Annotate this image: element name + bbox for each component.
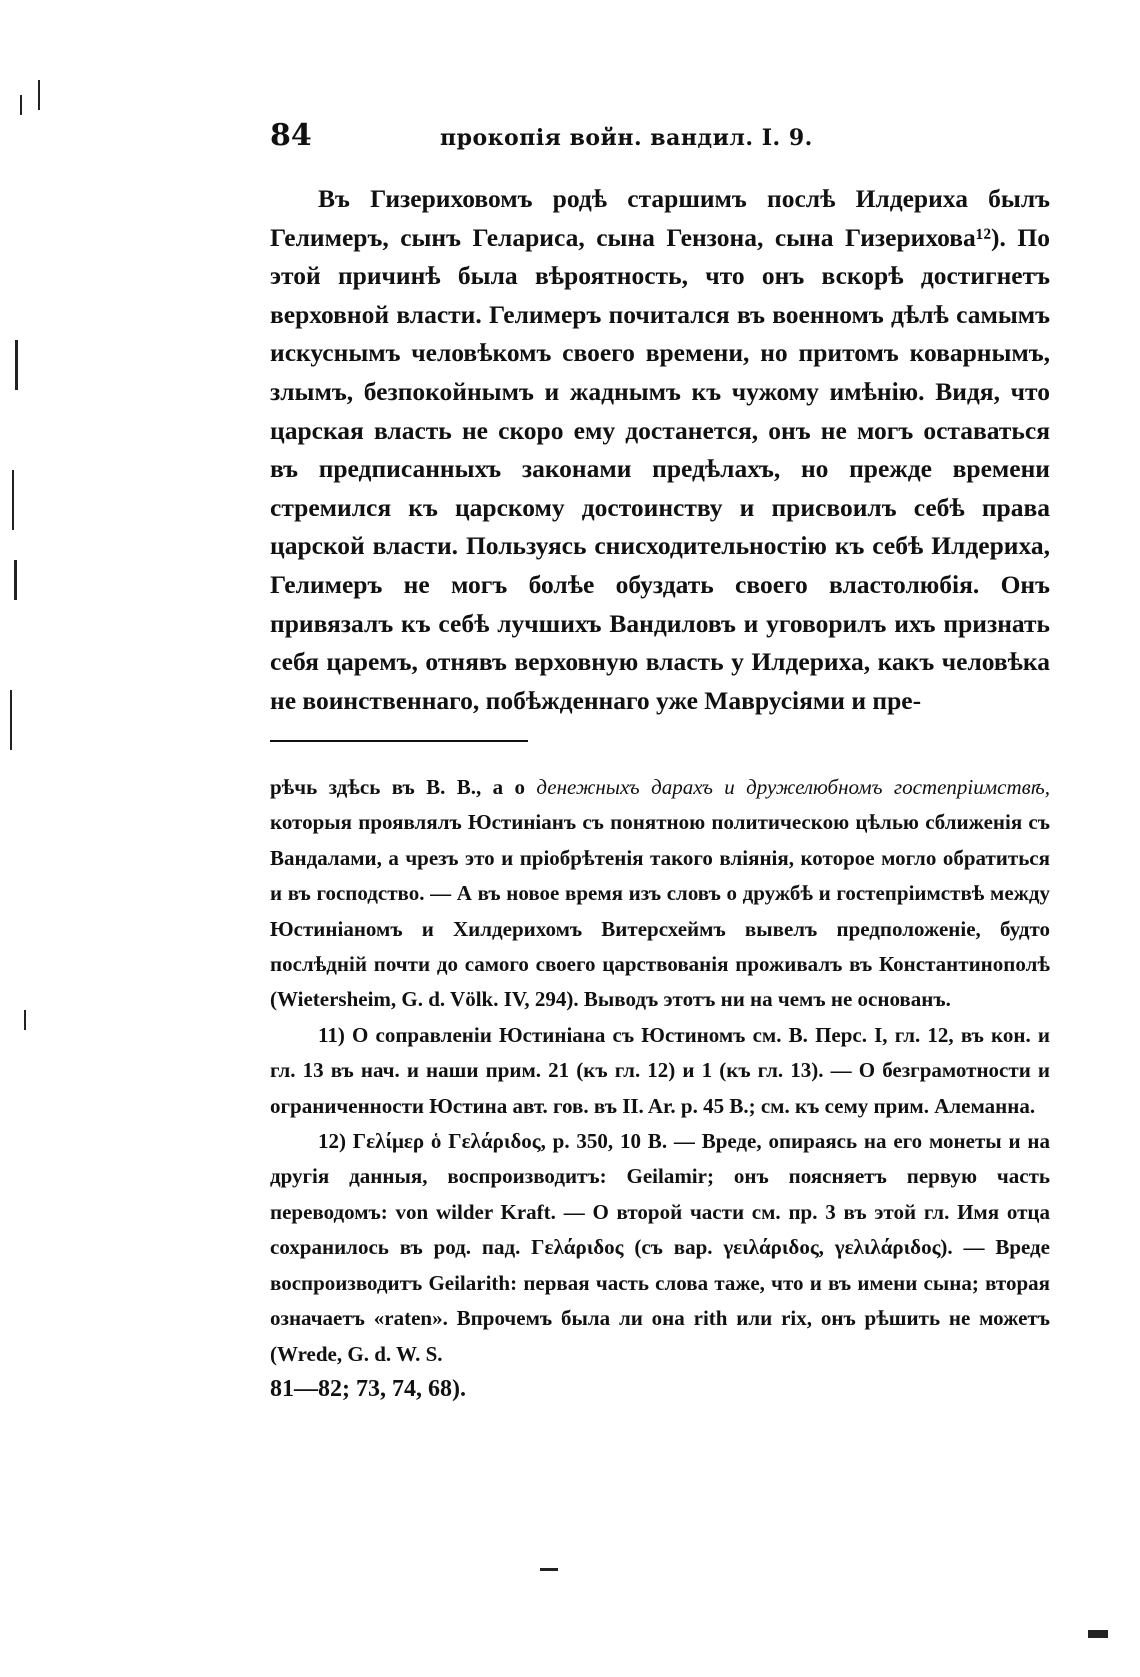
footnote-12: [270, 1124, 1050, 1407]
footnote-12-body: 12) Γελίμερ ὁ Γελάριδος, p. 350, 10 B. — Вреде, опираясь на его монеты и на другія данныя, воспроизводитъ: Geilamir; онъ поясняетъ первую часть переводомъ: von wilder Kraft. — О второй части см. пр. 3 въ этой гл. Имя отца сохранилось въ род. пад. Γελάριδος (съ вар. γειλάριδος, γελιλάριδος). — Вреде воспроизводитъ Geilarith: первая часть слова таже, что и въ имени сына; вторая означаетъ «raten». Впрочемъ была ли она rith или rix, онъ рѣшить не можетъ (Wrede, G. d. W. S.: [270, 1129, 1050, 1366]
scan-speck: [12, 470, 14, 530]
scan-speck: [540, 1568, 558, 1571]
footnote-11: 11) О соправленіи Юстиніана съ Юстиномъ см. В. Перс. I, гл. 12, въ кон. и гл. 13 въ нач. и наши прим. 21 (къ гл. 12) и 1 (къ гл. 13). — О безграмотности и ограниченности Юстина авт. гов. въ II. Ar. p. 45 B.; см. къ сему прим. Алеманна.: [270, 1022, 1050, 1118]
footnote-continuation-rest: которыя проявлялъ Юстиніанъ съ понятною политическою цѣлью сближенія съ Вандалами, а чрезъ это и пріобрѣтенія такого вліянія, которое могло обратиться и въ господство. — А въ новое время изъ словъ о дружбѣ и гостепріимствѣ между Юстиніаномъ и Хилдерихомъ Витерсхеймъ вывелъ предположеніе, будто послѣдній почти до самого своего царствованія проживалъ въ Константинополѣ (Wietersheim, G. d. Völk. IV, 294). Выводъ этотъ ни на чемъ не основанъ.: [270, 810, 1050, 1012]
page-header: [270, 118, 830, 158]
scan-speck: [14, 560, 17, 600]
scan-speck: [10, 690, 12, 750]
running-title: прокопія войн. вандил. I. 9.: [440, 125, 813, 151]
page-number: 84: [270, 118, 312, 153]
footnote-continuation: [270, 770, 1050, 1018]
footnote-12-last-line: 81—82; 73, 74, 68).: [270, 1375, 466, 1402]
footnote-continuation-start: рѣчь здѣсь въ В. В., а о: [270, 775, 537, 799]
footnote-continuation-italic: денежныхъ дарахъ и дружелюбномъ гостепріимствѣ,: [536, 775, 1051, 799]
scan-speck: [15, 340, 18, 390]
footnote-divider: [270, 740, 528, 742]
footnotes: [270, 770, 1050, 1407]
scan-speck: [1088, 1630, 1108, 1638]
scan-speck: [20, 95, 22, 115]
main-text: [270, 180, 1050, 720]
scan-speck: [38, 80, 40, 110]
main-paragraph: Въ Гизериховомъ родѣ старшимъ послѣ Илдериха былъ Гелимеръ, сынъ Гелариса, сына Гензона, сына Гизерихова¹²). По этой причинѣ была вѣроятность, что онъ вскорѣ достигнетъ верховной власти. Гелимеръ почитался въ военномъ дѣлѣ самымъ искуснымъ человѣкомъ своего времени, но притомъ коварнымъ, злымъ, безпокойнымъ и жаднымъ къ чужому имѣнію. Видя, что царская власть не скоро ему достанется, онъ не могъ оставаться въ предписанныхъ законами предѣлахъ, но прежде времени стремился къ царскому достоинству и присвоилъ себѣ права царской власти. Пользуясь снисходительностію къ себѣ Илдериха, Гелимеръ не могъ болѣе обуздать своего властолюбія. Онъ привязалъ къ себѣ лучшихъ Вандиловъ и уговорилъ ихъ признать себя царемъ, отнявъ верховную власть у Илдериха, какъ человѣка не воинственнаго, побѣжденнаго уже Маврусіями и пре-: [270, 184, 1050, 715]
scan-speck: [24, 1010, 26, 1030]
